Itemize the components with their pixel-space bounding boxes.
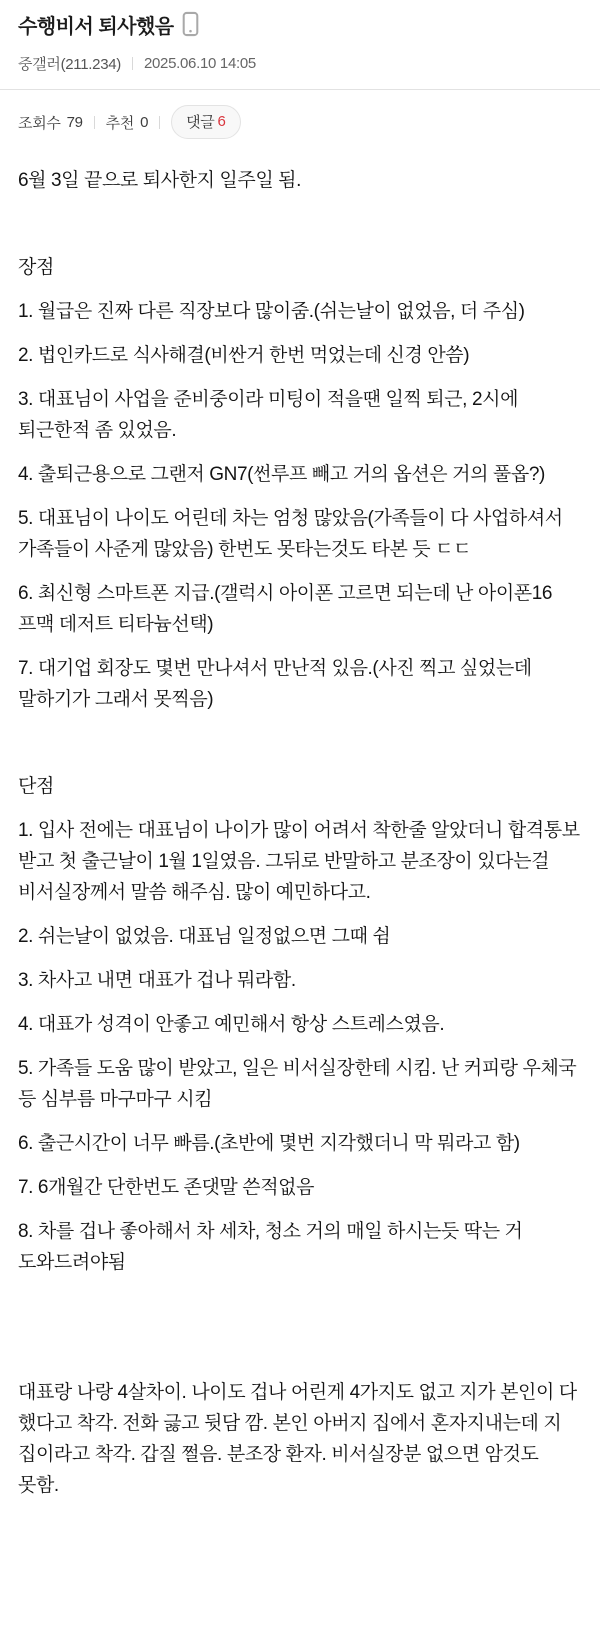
post-title xyxy=(18,10,582,44)
post-paragraph: 3. 차사고 내면 대표가 겁나 뭐라함. xyxy=(18,970,296,991)
views-stat xyxy=(18,112,83,133)
post-paragraph: 7. 대기업 회장도 몇번 만나셔서 만난적 있음.(사진 찍고 싶었는데 말하기가 그래서 못찍음) xyxy=(18,658,532,710)
post-paragraph: 4. 출퇴근용으로 그랜저 GN7(썬루프 빼고 거의 옵션은 거의 풀옵?) xyxy=(18,464,545,485)
post-paragraph: 4. 대표가 성격이 안좋고 예민해서 항상 스트레스였음. xyxy=(18,1014,445,1035)
post-date: 2025.06.10 14:05 xyxy=(143,55,256,72)
likes-value: 0 xyxy=(140,113,149,131)
post-paragraph: 7. 6개월간 단한번도 존댓말 쓴적없음 xyxy=(18,1177,315,1198)
post-paragraph: 1. 입사 전에는 대표님이 나이가 많이 어려서 착한줄 알았더니 합격통보 받고 첫 출근날이 1월 1일였음. 그뒤로 반말하고 분조장이 있다는걸 비서실장께서 말씀 해주심. 많이 예민하다고. xyxy=(18,820,580,903)
post-author[interactable]: 중갤러(211.234) xyxy=(18,56,121,73)
stats-separator xyxy=(159,116,160,129)
post-paragraph: 5. 대표님이 나이도 어린데 차는 엄청 많았음(가족들이 다 사업하셔서 가족들이 사준게 많았음) 한번도 못타는것도 타본 듯 ㄷㄷ xyxy=(18,508,563,560)
comments-count: 6 xyxy=(217,113,226,130)
comments-label: 댓글 xyxy=(186,114,215,131)
post-paragraph: 2. 법인카드로 식사해결(비싼거 한번 먹었는데 신경 안씀) xyxy=(18,345,470,366)
mobile-phone-icon xyxy=(182,11,199,44)
post-paragraph: 장점 xyxy=(18,257,54,278)
meta-separator xyxy=(132,57,133,70)
post-paragraph: 8. 차를 겁나 좋아해서 차 세차, 청소 거의 매일 하시는듯 딱는 거 도와드려야됨 xyxy=(18,1221,523,1273)
post-paragraph: 6월 3일 끝으로 퇴사한지 일주일 됨. xyxy=(18,170,302,191)
post-header xyxy=(0,0,600,74)
post-paragraph xyxy=(18,728,582,758)
post-paragraph: 6. 출근시간이 너무 빠름.(초반에 몇번 지각했더니 막 뭐라고 함) xyxy=(18,1133,520,1154)
likes-label: 추천 xyxy=(105,114,135,132)
views-value: 79 xyxy=(66,113,83,131)
post-paragraph: 1. 월급은 진짜 다른 직장보다 많이줌.(쉬는날이 없었음, 더 주심) xyxy=(18,301,525,322)
post-paragraph: 대표랑 나랑 4살차이. 나이도 겁나 어린게 4가지도 없고 지가 본인이 다 했다고 착각. 전화 긇고 뒷담 깜. 본인 아버지 집에서 혼자지내는데 지 집이라고 착각. 갑질 쩔음. 분조장 환자. 비서실장분 없으면 암것도 못함. xyxy=(18,1382,577,1496)
post-paragraph xyxy=(18,1291,582,1321)
post-paragraph: 3. 대표님이 사업을 준비중이라 미팅이 적을땐 일찍 퇴근, 2시에 퇴근한적 좀 있었음. xyxy=(18,389,519,441)
stats-separator xyxy=(94,116,95,129)
post-stats-row xyxy=(0,90,600,153)
post-paragraph xyxy=(18,209,582,239)
post-paragraph: 6. 최신형 스마트폰 지급.(갤럭시 아이폰 고르면 되는데 난 아이폰16 프맥 데저트 티타늄선택) xyxy=(18,583,553,635)
post-paragraph xyxy=(18,1334,582,1364)
post-paragraph: 5. 가족들 도움 많이 받았고, 일은 비서실장한테 시킴. 난 커피랑 우체국 등 심부름 마구마구 시킴 xyxy=(18,1058,577,1110)
comment-count-badge[interactable] xyxy=(171,105,240,139)
post-paragraph: 2. 쉬는날이 없었음. 대표님 일정없으면 그때 쉼 xyxy=(18,926,391,947)
post-title-text: 수행비서 퇴사했음 xyxy=(18,16,174,38)
post-paragraph: 단점 xyxy=(18,776,54,797)
post-body xyxy=(0,153,600,1501)
post-meta-row xyxy=(18,53,582,74)
views-label: 조회수 xyxy=(18,114,61,132)
likes-stat xyxy=(106,112,148,133)
